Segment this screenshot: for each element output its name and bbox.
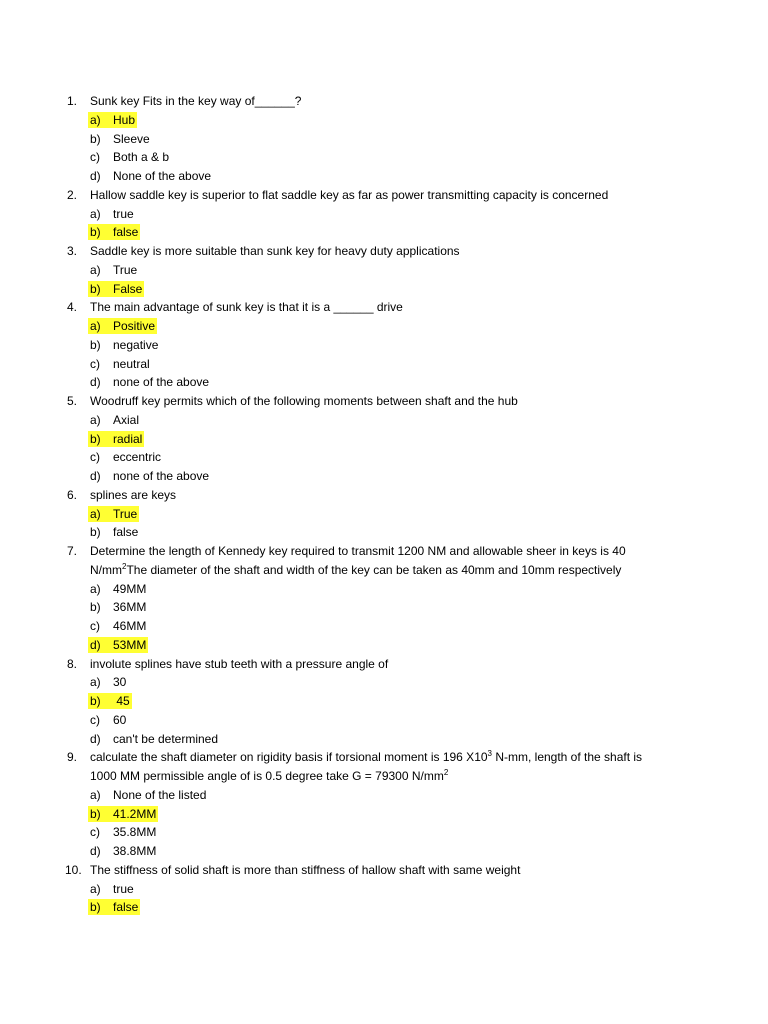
question-row <box>0 298 768 317</box>
question-row <box>0 861 768 880</box>
option-text: Both a & b <box>113 150 170 165</box>
question-number: 1. <box>67 94 78 108</box>
option-item <box>0 448 768 467</box>
option-letter: b) <box>90 131 101 146</box>
option-letter: b) <box>90 525 101 540</box>
option-item <box>0 317 768 336</box>
question-row <box>0 186 768 205</box>
option-letter: a) <box>90 112 101 127</box>
option-letter: a) <box>90 581 101 596</box>
option-letter: d) <box>90 637 101 652</box>
option-text: 49MM <box>113 581 147 596</box>
question-8 <box>0 655 768 749</box>
option-item <box>0 167 768 186</box>
option-letter: b) <box>90 225 101 240</box>
question-5 <box>0 392 768 486</box>
question-row <box>0 392 768 411</box>
option-item <box>0 205 768 224</box>
option-letter: d) <box>90 169 101 183</box>
option-letter: a) <box>90 206 101 221</box>
question-text: involute splines have stub teeth with a pressure angle of <box>90 656 389 671</box>
superscript: 3 <box>487 749 492 759</box>
option-letter: d) <box>90 469 101 483</box>
option-text: false <box>113 225 139 240</box>
option-item <box>0 261 768 280</box>
option-letter: b) <box>90 337 101 352</box>
option-letter: d) <box>90 375 101 390</box>
option-letter: a) <box>90 262 101 277</box>
option-letter: d) <box>90 731 101 746</box>
option-text: 60 <box>113 712 127 727</box>
option-letter: c) <box>90 712 100 727</box>
question-row <box>0 92 768 111</box>
option-item <box>0 373 768 392</box>
option-letter: c) <box>90 356 100 371</box>
option-text: can't be determined <box>113 731 219 746</box>
question-number: 2. <box>67 187 78 202</box>
option-item <box>0 692 768 711</box>
option-text: neutral <box>113 356 150 371</box>
option-text: Hub <box>113 112 136 127</box>
option-text: false <box>113 525 139 540</box>
question-text-line1 <box>90 748 642 767</box>
option-item <box>0 898 768 917</box>
option-item <box>0 636 768 655</box>
option-letter: b) <box>90 806 101 821</box>
quiz-document <box>0 92 768 917</box>
question-text: Sunk key Fits in the key way of______? <box>90 94 302 108</box>
option-text: false <box>113 900 139 915</box>
option-text: False <box>113 281 143 296</box>
option-text: None of the listed <box>113 787 207 802</box>
option-letter: a) <box>90 881 101 896</box>
option-text: 30 <box>113 675 127 690</box>
option-letter: a) <box>90 506 101 521</box>
option-item <box>0 880 768 899</box>
question-text-rest: The diameter of the shaft and width of the key can be taken as 40mm and 10mm respectively <box>126 562 622 577</box>
option-item <box>0 280 768 299</box>
question-text-line2 <box>90 561 621 580</box>
question-row <box>0 767 768 786</box>
option-item <box>0 130 768 149</box>
question-text-part: 1000 MM permissible angle of is 0.5 degree take G = 79300 N/mm <box>90 769 444 783</box>
option-letter: a) <box>90 787 101 802</box>
option-item <box>0 355 768 374</box>
question-row <box>0 655 768 674</box>
unit-text: N/mm <box>90 562 122 577</box>
option-item <box>0 111 768 130</box>
question-text-line2 <box>90 767 448 786</box>
option-text: true <box>113 206 134 221</box>
option-text: true <box>113 881 134 896</box>
option-text: 41.2MM <box>113 806 157 821</box>
question-1 <box>0 92 768 186</box>
option-item <box>0 411 768 430</box>
question-text: The stiffness of solid shaft is more than stiffness of hallow shaft with same weight <box>90 862 521 877</box>
question-number: 10. <box>65 862 82 877</box>
option-text: negative <box>113 337 159 352</box>
question-number: 7. <box>67 544 78 558</box>
option-text: Sleeve <box>113 131 150 146</box>
option-text: none of the above <box>113 469 210 483</box>
question-row <box>0 242 768 261</box>
option-item <box>0 505 768 524</box>
question-3 <box>0 242 768 298</box>
question-number: 8. <box>67 656 78 671</box>
question-6 <box>0 486 768 542</box>
option-text: radial <box>113 431 143 446</box>
question-number: 6. <box>67 487 78 502</box>
question-text: Saddle key is more suitable than sunk key for heavy duty applications <box>90 244 460 258</box>
question-row <box>0 561 768 580</box>
question-text: Hallow saddle key is superior to flat saddle key as far as power transmitting capacity is concerned <box>90 187 609 202</box>
option-item <box>0 711 768 730</box>
option-item <box>0 148 768 167</box>
option-letter: b) <box>90 431 101 446</box>
option-letter: d) <box>90 844 101 858</box>
question-2 <box>0 186 768 242</box>
option-text: Positive <box>113 319 156 333</box>
option-text: True <box>113 262 138 277</box>
option-item <box>0 805 768 824</box>
option-item <box>0 730 768 749</box>
option-text: 35.8MM <box>113 825 157 840</box>
question-text: The main advantage of sunk key is that it is a ______ drive <box>90 300 403 315</box>
option-letter: a) <box>90 319 101 333</box>
question-row <box>0 748 768 767</box>
option-item <box>0 336 768 355</box>
option-letter: b) <box>90 281 101 296</box>
question-row <box>0 542 768 561</box>
option-item <box>0 523 768 542</box>
question-text: splines are keys <box>90 487 177 502</box>
option-item <box>0 580 768 599</box>
question-row <box>0 486 768 505</box>
option-text: True <box>113 506 138 521</box>
option-item <box>0 430 768 449</box>
option-item <box>0 823 768 842</box>
option-text: 38.8MM <box>113 844 157 858</box>
option-item <box>0 842 768 861</box>
option-letter: b) <box>90 600 101 615</box>
option-item <box>0 223 768 242</box>
option-text: 46MM <box>113 619 147 633</box>
superscript: 2 <box>122 561 127 571</box>
question-text-part: N-mm, length of the shaft is <box>492 750 643 765</box>
option-letter: c) <box>90 150 100 165</box>
question-number: 3. <box>67 244 78 258</box>
option-letter: a) <box>90 412 101 427</box>
option-text: none of the above <box>113 375 210 390</box>
option-item <box>0 598 768 617</box>
option-item <box>0 617 768 636</box>
option-letter: c) <box>90 825 100 840</box>
question-text-part: calculate the shaft diameter on rigidity basis if torsional moment is 196 X10 <box>90 750 488 765</box>
option-item <box>0 673 768 692</box>
option-text: 53MM <box>113 637 147 652</box>
option-text: None of the above <box>113 169 212 183</box>
option-letter: b) <box>90 900 101 915</box>
question-7 <box>0 542 768 655</box>
question-number: 4. <box>67 300 78 315</box>
option-letter: c) <box>90 450 100 465</box>
question-text-line1: Determine the length of Kennedy key required to transmit 1200 NM and allowable sheer in keys is 40 <box>90 544 626 558</box>
superscript: 2 <box>443 768 449 777</box>
option-item <box>0 786 768 805</box>
question-9 <box>0 748 768 861</box>
question-number: 5. <box>67 394 78 408</box>
question-number: 9. <box>67 750 78 765</box>
option-text: 45 <box>113 694 130 708</box>
option-letter: c) <box>90 619 100 633</box>
question-10 <box>0 861 768 917</box>
option-letter: b) <box>90 694 101 708</box>
option-item <box>0 467 768 486</box>
option-text: Axial <box>113 412 140 427</box>
option-text: eccentric <box>113 450 162 465</box>
option-letter: a) <box>90 675 101 690</box>
question-text: Woodruff key permits which of the following moments between shaft and the hub <box>90 394 518 408</box>
option-text: 36MM <box>113 600 147 615</box>
question-4 <box>0 298 768 392</box>
